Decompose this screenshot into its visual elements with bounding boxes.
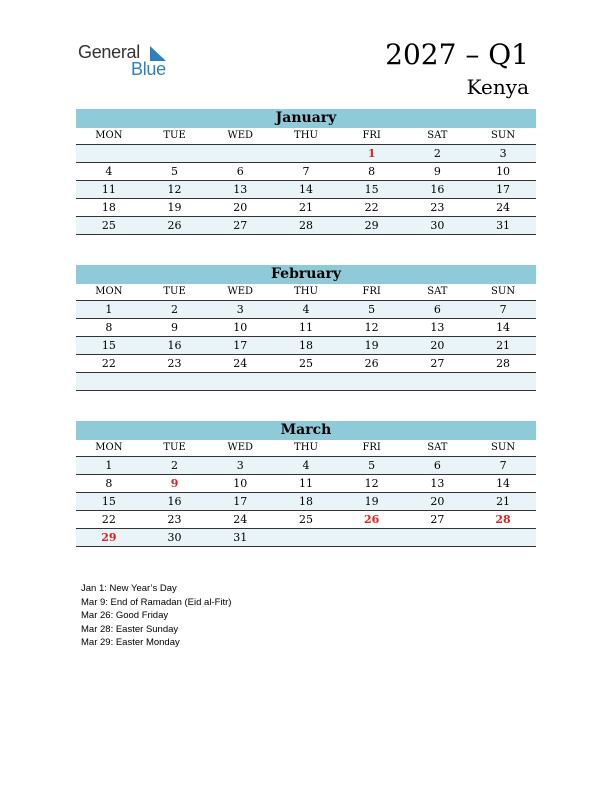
day-cell: 19: [364, 339, 379, 352]
day-cell: 15: [364, 183, 379, 196]
month-header: January: [76, 109, 536, 128]
weekday-label: WED: [227, 130, 254, 141]
week-row: [76, 217, 536, 235]
day-cell: 8: [105, 321, 113, 334]
day-cell: 16: [167, 339, 182, 352]
day-cell: 17: [233, 495, 248, 508]
day-cell: 15: [101, 495, 116, 508]
day-cell: 1: [105, 459, 113, 472]
holiday-note: Mar 28: Easter Sunday: [81, 623, 179, 635]
empty-day-cell: [142, 145, 208, 162]
day-cell: 27: [430, 357, 445, 370]
weekday-header-row: [76, 128, 536, 145]
weekday-label: WED: [227, 286, 254, 297]
day-cell: 29: [101, 531, 117, 544]
day-cell: 8: [368, 165, 376, 178]
day-cell: 25: [298, 513, 313, 526]
day-cell: 14: [298, 183, 313, 196]
day-cell: 9: [171, 321, 179, 334]
week-row: [76, 373, 536, 391]
day-cell: 30: [430, 219, 445, 232]
day-cell: 27: [430, 513, 445, 526]
day-cell: 3: [236, 303, 244, 316]
day-cell: 10: [496, 165, 511, 178]
empty-day-cell: [405, 529, 471, 546]
month-february: [76, 265, 536, 391]
day-cell: 31: [496, 219, 511, 232]
weekday-label: SUN: [491, 130, 516, 141]
day-cell: 18: [298, 495, 313, 508]
weekday-label: SUN: [491, 286, 516, 297]
week-row: [76, 163, 536, 181]
weekday-label: THU: [294, 442, 318, 453]
weekday-label: TUE: [163, 442, 186, 453]
week-row: [76, 199, 536, 217]
day-cell: 18: [298, 339, 313, 352]
weekday-label: SUN: [491, 442, 516, 453]
day-cell: 4: [302, 303, 310, 316]
empty-day-cell: [207, 373, 273, 390]
day-cell: 7: [499, 303, 507, 316]
week-row: [76, 493, 536, 511]
day-cell: 23: [167, 513, 182, 526]
day-cell: 28: [495, 513, 511, 526]
day-cell: 28: [496, 357, 511, 370]
holiday-note: Mar 29: Easter Monday: [81, 637, 180, 649]
day-cell: 27: [233, 219, 248, 232]
weekday-label: SAT: [427, 286, 448, 297]
day-cell: 25: [101, 219, 116, 232]
day-cell: 6: [236, 165, 244, 178]
page-title: 2027 – Q1: [385, 38, 529, 71]
day-cell: 18: [101, 201, 116, 214]
week-row: [76, 355, 536, 373]
day-cell: 11: [101, 183, 116, 196]
day-cell: 6: [433, 303, 441, 316]
day-cell: 16: [430, 183, 445, 196]
day-cell: 14: [496, 477, 511, 490]
weekday-label: SAT: [427, 442, 448, 453]
day-cell: 1: [105, 303, 113, 316]
empty-day-cell: [405, 373, 471, 390]
day-cell: 13: [430, 477, 445, 490]
day-cell: 1: [367, 147, 376, 160]
day-cell: 20: [233, 201, 248, 214]
day-cell: 10: [233, 477, 248, 490]
day-cell: 31: [233, 531, 248, 544]
day-cell: 7: [302, 165, 310, 178]
week-row: [76, 337, 536, 355]
week-row: [76, 511, 536, 529]
day-cell: 11: [298, 321, 313, 334]
day-cell: 4: [105, 165, 113, 178]
empty-day-cell: [207, 145, 273, 162]
weekday-label: THU: [294, 286, 318, 297]
day-cell: 17: [233, 339, 248, 352]
month-header: February: [76, 265, 536, 284]
day-cell: 2: [171, 459, 179, 472]
week-row: [76, 301, 536, 319]
week-row: [76, 457, 536, 475]
day-cell: 13: [233, 183, 248, 196]
day-cell: 24: [496, 201, 511, 214]
day-cell: 19: [167, 201, 182, 214]
day-cell: 25: [298, 357, 313, 370]
day-cell: 30: [167, 531, 182, 544]
day-cell: 26: [167, 219, 182, 232]
day-cell: 9: [433, 165, 441, 178]
weekday-label: MON: [95, 442, 123, 453]
day-cell: 29: [364, 219, 379, 232]
day-cell: 11: [298, 477, 313, 490]
day-cell: 22: [364, 201, 379, 214]
day-cell: 13: [430, 321, 445, 334]
day-cell: 23: [167, 357, 182, 370]
empty-day-cell: [339, 373, 405, 390]
holiday-note: Mar 26: Good Friday: [81, 610, 169, 622]
day-cell: 21: [298, 201, 313, 214]
week-row: [76, 529, 536, 547]
weekday-label: MON: [95, 130, 123, 141]
day-cell: 22: [101, 513, 116, 526]
day-cell: 8: [105, 477, 113, 490]
day-cell: 9: [170, 477, 179, 490]
weekday-label: FRI: [362, 442, 381, 453]
empty-day-cell: [339, 529, 405, 546]
month-march: [76, 421, 536, 547]
day-cell: 5: [368, 303, 376, 316]
day-cell: 2: [171, 303, 179, 316]
day-cell: 21: [496, 339, 511, 352]
holiday-notes: [81, 582, 231, 650]
weekday-label: TUE: [163, 130, 186, 141]
day-cell: 28: [298, 219, 313, 232]
empty-day-cell: [142, 373, 208, 390]
week-row: [76, 475, 536, 493]
day-cell: 2: [433, 147, 441, 160]
holiday-note: Jan 1: New Year’s Day: [81, 583, 177, 594]
empty-day-cell: [273, 145, 339, 162]
empty-day-cell: [273, 373, 339, 390]
logo-blue-text: Blue: [131, 59, 166, 79]
month-header: March: [76, 421, 536, 440]
day-cell: 7: [499, 459, 507, 472]
empty-day-cell: [470, 373, 536, 390]
empty-day-cell: [76, 373, 142, 390]
day-cell: 5: [368, 459, 376, 472]
day-cell: 16: [167, 495, 182, 508]
day-cell: 3: [499, 147, 507, 160]
empty-day-cell: [470, 529, 536, 546]
weekday-header-row: [76, 440, 536, 457]
day-cell: 26: [364, 513, 380, 526]
logo-general-text: General: [78, 42, 140, 62]
day-cell: 5: [171, 165, 179, 178]
day-cell: 24: [233, 357, 248, 370]
day-cell: 19: [364, 495, 379, 508]
empty-day-cell: [273, 529, 339, 546]
day-cell: 6: [433, 459, 441, 472]
day-cell: 21: [496, 495, 511, 508]
day-cell: 12: [167, 183, 182, 196]
day-cell: 26: [364, 357, 379, 370]
day-cell: 3: [236, 459, 244, 472]
weekday-label: FRI: [362, 130, 381, 141]
day-cell: 4: [302, 459, 310, 472]
weekday-label: SAT: [427, 130, 448, 141]
day-cell: 14: [496, 321, 511, 334]
weekday-label: THU: [294, 130, 318, 141]
day-cell: 12: [364, 477, 379, 490]
weekday-label: FRI: [362, 286, 381, 297]
week-row: [76, 181, 536, 199]
day-cell: 10: [233, 321, 248, 334]
holiday-note: Mar 9: End of Ramadan (Eid al-Fitr): [81, 596, 232, 608]
empty-day-cell: [76, 145, 142, 162]
day-cell: 22: [101, 357, 116, 370]
weekday-header-row: [76, 284, 536, 301]
week-row: [76, 145, 536, 163]
day-cell: 23: [430, 201, 445, 214]
weekday-label: WED: [227, 442, 254, 453]
day-cell: 20: [430, 339, 445, 352]
week-row: [76, 319, 536, 337]
day-cell: 15: [101, 339, 116, 352]
weekday-label: MON: [95, 286, 123, 297]
country-name: Kenya: [466, 75, 529, 99]
month-january: [76, 109, 536, 235]
day-cell: 20: [430, 495, 445, 508]
day-cell: 12: [364, 321, 379, 334]
weekday-label: TUE: [163, 286, 186, 297]
day-cell: 17: [496, 183, 511, 196]
day-cell: 24: [233, 513, 248, 526]
